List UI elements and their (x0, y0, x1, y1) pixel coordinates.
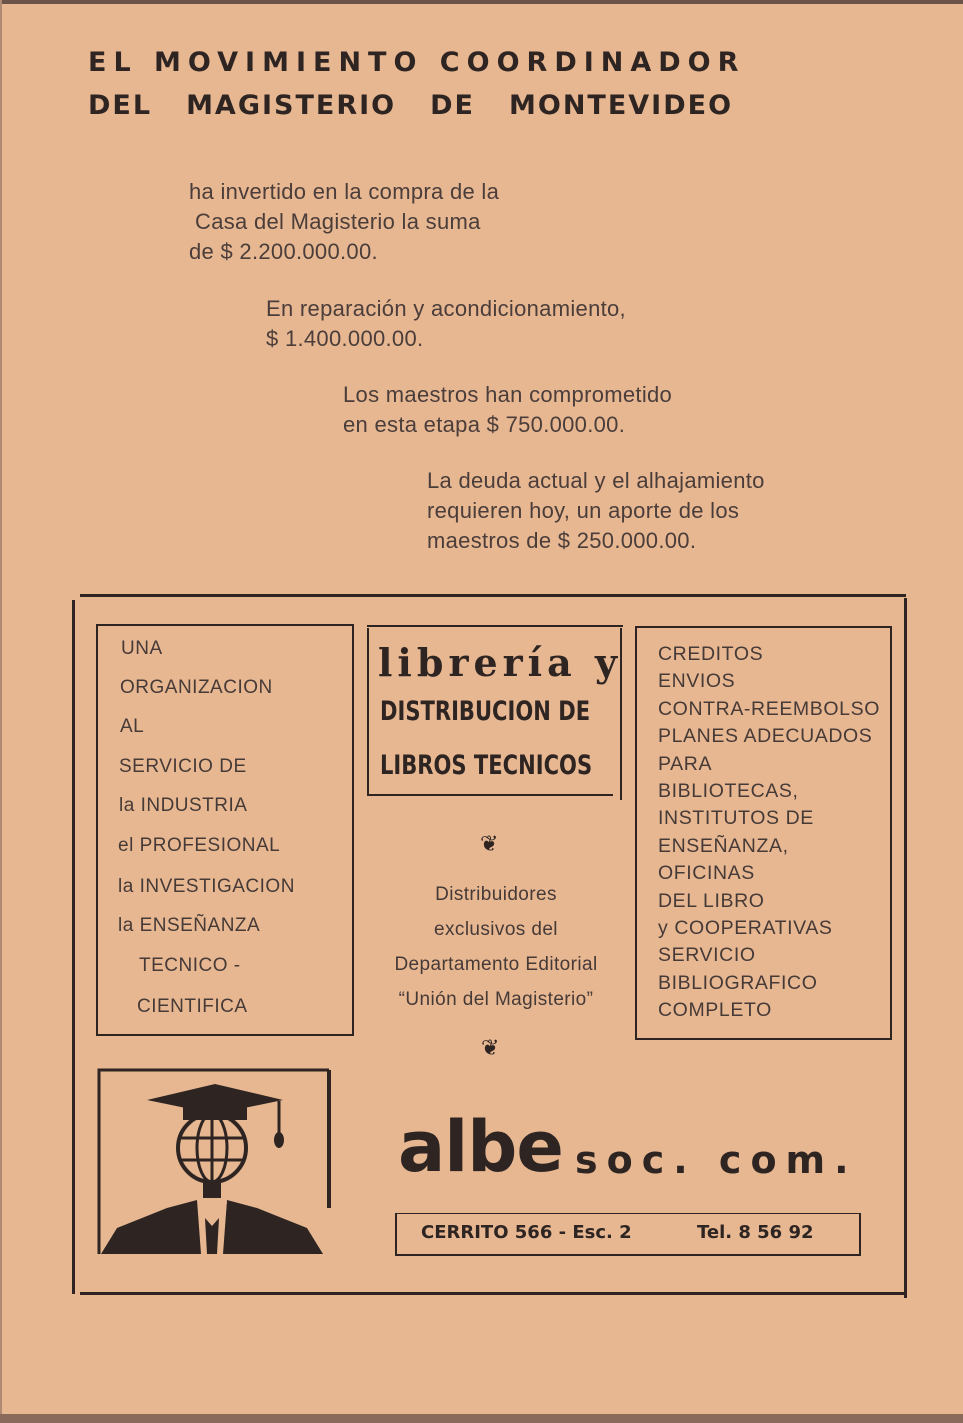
left-list-item: ORGANIZACION (120, 677, 273, 698)
brand-top-rule (367, 625, 623, 627)
services-item: PLANES ADECUADOS (658, 725, 873, 748)
services-item: COMPLETO (658, 999, 772, 1022)
left-list-item: TECNICO - (139, 955, 241, 976)
services-item: SERVICIO (658, 944, 756, 967)
left-list-item: UNA (121, 638, 163, 659)
address-text: CERRITO 566 - Esc. 2 (421, 1222, 632, 1243)
heading-line-1: EL MOVIMIENTO COORDINADOR (88, 47, 746, 78)
company-name: albe (398, 1106, 563, 1188)
paragraph-line: maestros de $ 250.000.00. (427, 528, 697, 553)
distributor-line: Departamento Editorial (394, 954, 598, 975)
paragraph-commitment (343, 380, 672, 440)
paragraph-line: en esta etapa $ 750.000.00. (343, 412, 626, 437)
services-item: OFICINAS (658, 862, 755, 885)
paragraph-line: de $ 2.200.000.00. (189, 239, 378, 264)
ornament-icon: ❦ (480, 832, 499, 857)
distributor-line: Distribuidores (435, 884, 557, 905)
left-list-item: AL (120, 716, 145, 737)
left-list-item: el PROFESIONAL (118, 835, 281, 856)
brand-libros-tecnicos: LIBROS TECNICOS (380, 750, 593, 781)
paragraph-purchase (189, 177, 499, 267)
services-item: DEL LIBRO (658, 889, 765, 912)
services-item: BIBLIOGRAFICO (658, 971, 818, 994)
ad-frame-top-rule (80, 594, 906, 597)
brand-bottom-rule (367, 794, 613, 796)
paragraph-repair (266, 294, 626, 354)
paragraph-line: Casa del Magisterio la suma (195, 209, 481, 234)
paragraph-line: $ 1.400.000.00. (266, 326, 424, 351)
services-item: CREDITOS (658, 643, 764, 665)
ad-frame-left-rule (72, 600, 75, 1294)
distributor-line: “Unión del Magisterio” (398, 989, 594, 1010)
page-top-edge (0, 0, 963, 4)
heading-word: DE (430, 90, 475, 121)
heading-word: MONTEVIDEO (509, 90, 734, 121)
distributor-line: exclusivos del (434, 919, 558, 940)
brand-distribucion: DISTRIBUCION DE (380, 696, 591, 727)
left-list-item: la INVESTIGACION (118, 876, 295, 897)
services-item: INSTITUTOS DE (658, 807, 814, 830)
left-list-item: SERVICIO DE (119, 756, 247, 777)
page-bottom-edge (0, 1414, 963, 1423)
paragraph-line: La deuda actual y el alhajamiento (427, 468, 765, 493)
services-item: y COOPERATIVAS (658, 917, 833, 940)
paragraph-line: ha invertido en la compra de la (189, 179, 500, 204)
left-list-item: la INDUSTRIA (119, 795, 248, 816)
services-item: BIBLIOTECAS, (658, 780, 799, 803)
distributor-text (362, 877, 630, 1017)
services-item: ENSEÑANZA, (658, 834, 789, 857)
left-list-item: la ENSEÑANZA (118, 915, 261, 936)
paragraph-line: En reparación y acondicionamiento, (266, 296, 626, 321)
services-list (658, 641, 880, 1025)
heading-line-2 (88, 90, 767, 121)
brand-left-rule (367, 628, 369, 794)
page-left-edge (0, 0, 2, 1423)
company-type: soc. com. (575, 1138, 858, 1182)
services-item: ENVIOS (658, 670, 736, 693)
phone-text: Tel. 8 56 92 (697, 1222, 814, 1243)
paragraph-line: requieren hoy, un aporte de los (427, 498, 740, 523)
services-item: CONTRA-REEMBOLSO (658, 697, 880, 720)
graduate-with-globe-icon (97, 1068, 331, 1256)
heading-word: DEL (88, 90, 153, 121)
paragraph-debt (427, 466, 765, 556)
services-item: PARA (658, 752, 713, 775)
ad-frame-right-rule (904, 598, 907, 1298)
brand-libreria: librería y (378, 640, 623, 685)
ad-frame-bottom-rule (80, 1292, 906, 1295)
ornament-icon: ❦ (481, 1036, 500, 1061)
paragraph-line: Los maestros han comprometido (343, 382, 673, 407)
heading-word: MAGISTERIO (186, 90, 397, 121)
left-list-item: CIENTIFICA (137, 996, 248, 1017)
